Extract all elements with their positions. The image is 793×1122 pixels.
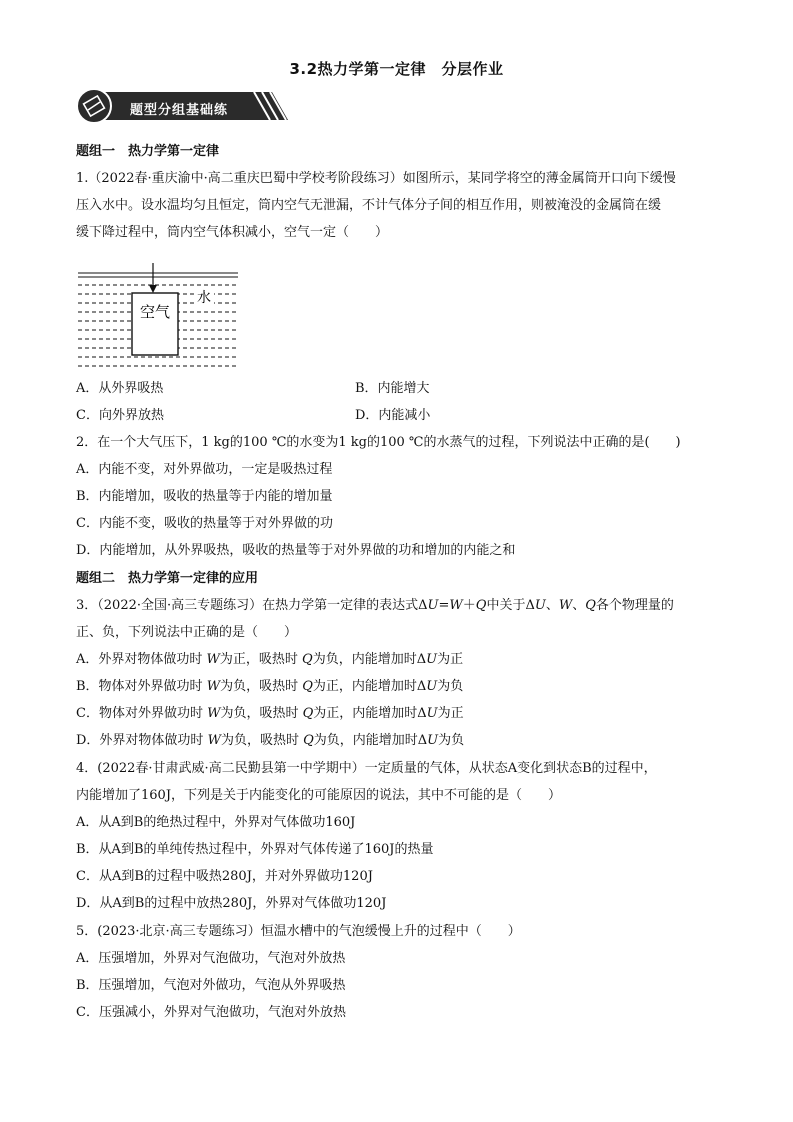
q3-option-b: B．物体对外界做功时 W为负，吸热时 Q为正，内能增加时ΔU为负 bbox=[76, 679, 464, 694]
q2-option-a: A．内能不变，对外界做功，一定是吸热过程 bbox=[76, 462, 333, 477]
q4-stem-line2: 内能增加了160J，下列是关于内能变化的可能原因的说法，其中不可能的是（ ） bbox=[76, 788, 562, 803]
figure-water-label: 水 bbox=[197, 290, 211, 306]
q3-stem-line1: 3．（2022·全国·高三专题练习）在热力学第一定律的表达式ΔU=W＋Q中关于ΔU、W、Q各个物理量的 bbox=[76, 598, 674, 613]
q4-option-c: C．从A到B的过程中吸热280J，并对外界做功120J bbox=[76, 869, 373, 884]
q2-option-c: C．内能不变，吸收的热量等于对外界做的功 bbox=[76, 516, 333, 531]
q1-figure bbox=[76, 263, 241, 370]
q5-option-c: C．压强减小，外界对气泡做功，气泡对外放热 bbox=[76, 1005, 346, 1020]
q1-stem-line3: 缓下降过程中，筒内空气体积减小，空气一定（ ） bbox=[76, 225, 389, 240]
q3-option-c: C．物体对外界做功时 W为负，吸热时 Q为正，内能增加时ΔU为正 bbox=[76, 706, 464, 721]
q5-stem: 5．(2023·北京·高三专题练习）恒温水槽中的气泡缓慢上升的过程中（ ） bbox=[76, 924, 521, 939]
q1-option-d: D．内能减小 bbox=[355, 408, 431, 423]
group-heading-2: 题组二 热力学第一定律的应用 bbox=[76, 571, 259, 586]
banner-label: 题型分组基础练 bbox=[130, 103, 229, 118]
q3-option-d: D．外界对物体做功时 W为负，吸热时 Q为负，内能增加时ΔU为负 bbox=[76, 733, 465, 748]
page-title: 3.2热力学第一定律 分层作业 bbox=[289, 60, 504, 78]
q5-option-a: A．压强增加，外界对气泡做功，气泡对外放热 bbox=[76, 951, 346, 966]
group-heading-1: 题组一 热力学第一定律 bbox=[76, 144, 220, 159]
q2-stem: 2．在一个大气压下，1 kg的100 ℃的水变为1 kg的100 ℃的水蒸气的过程，下列说法中正确的是( ) bbox=[76, 435, 681, 450]
q4-stem-line1: 4．(2022春·甘肃武威·高二民勤县第一中学期中）一定质量的气体，从状态A变化到状态B的过程中， bbox=[76, 761, 657, 776]
q1-option-a: A．从外界吸热 bbox=[76, 381, 164, 396]
q2-option-b: B．内能增加，吸收的热量等于内能的增加量 bbox=[76, 489, 333, 504]
q3-option-a: A．外界对物体做功时 W为正，吸热时 Q为负，内能增加时ΔU为正 bbox=[76, 652, 464, 667]
q4-option-b: B．从A到B的单纯传热过程中，外界对气体传递了160J的热量 bbox=[76, 842, 434, 857]
q2-option-d: D．内能增加，从外界吸热，吸收的热量等于对外界做的功和增加的内能之和 bbox=[76, 543, 516, 558]
figure-air-label: 空气 bbox=[139, 303, 171, 321]
q3-stem-line2: 正、负，下列说法中正确的是（ ） bbox=[76, 625, 298, 640]
q4-option-a: A．从A到B的绝热过程中，外界对气体做功160J bbox=[76, 815, 356, 830]
q1-option-c: C．向外界放热 bbox=[76, 408, 164, 423]
q5-option-b: B．压强增加，气泡对外做功，气泡从外界吸热 bbox=[76, 978, 346, 993]
q1-stem-line2: 压入水中。设水温均匀且恒定，筒内空气无泄漏，不计气体分子间的相互作用，则被淹没的金属筒在缓 bbox=[76, 198, 662, 213]
q1-option-b: B．内能增大 bbox=[355, 381, 430, 396]
q4-option-d: D．从A到B的过程中放热280J，外界对气体做功120J bbox=[76, 896, 387, 911]
q1-stem-line1: 1.（2022春·重庆渝中·高二重庆巴蜀中学校考阶段练习）如图所示，某同学将空的薄金属筒开口向下缓慢 bbox=[76, 171, 676, 186]
